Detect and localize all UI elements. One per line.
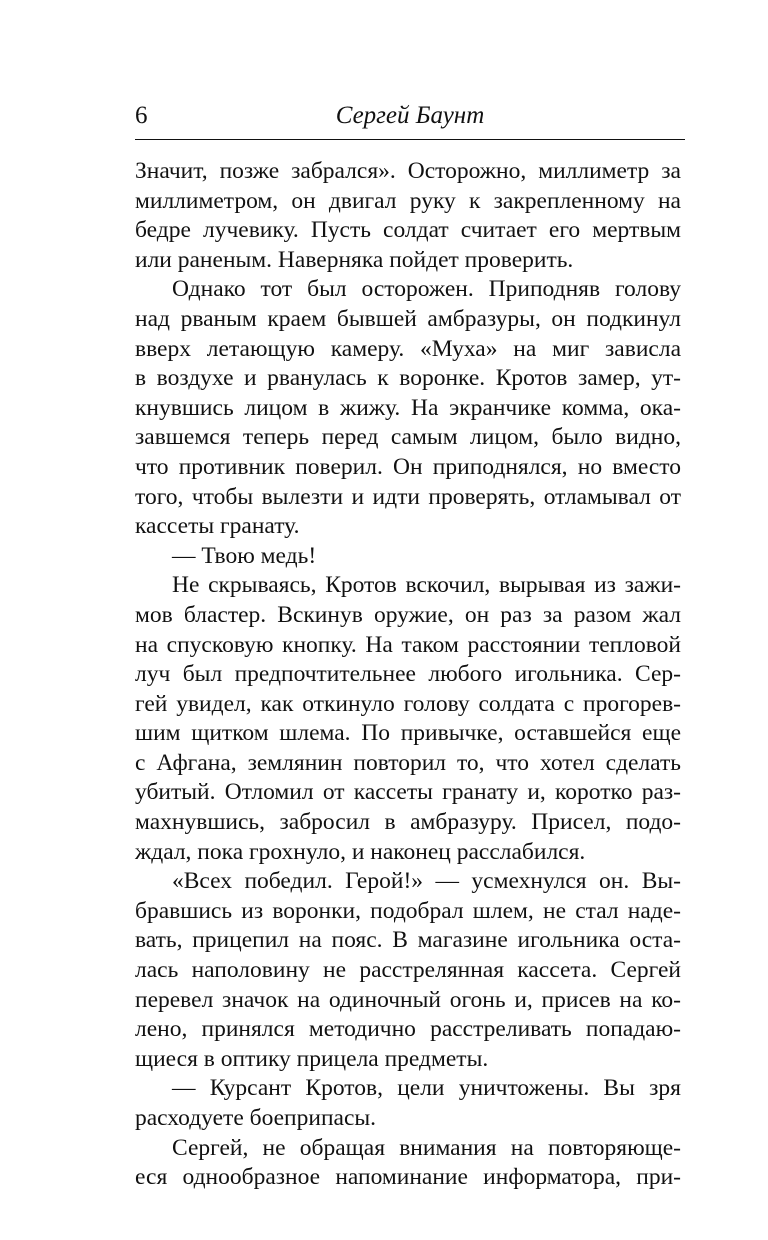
text-line: лено, принялся методично расстреливать попадаю- [135, 1016, 681, 1043]
running-title: Сергей Баунт [335, 102, 485, 129]
text-line: «Всех победил. Герой!» — усмехнулся он. Вы- [172, 868, 681, 895]
text-line: луч был предпочтительнее любого игольника. Сер- [135, 661, 681, 688]
text-line: того, чтобы вылезти и идти проверять, отламывал от [135, 483, 681, 510]
text-line: — Твою медь! [172, 542, 317, 569]
text-line: Однако тот был осторожен. Приподняв голову [172, 276, 681, 303]
text-line: шим щитком шлема. По привычке, оставшейся еще [135, 720, 681, 747]
text-line: Значит, позже забрался». Осторожно, миллиметр за [135, 158, 681, 184]
body-text [135, 157, 681, 1193]
text-line: махнувшись, забросил в амбразуру. Присел, подо- [135, 809, 681, 836]
text-line: что противник поверил. Он приподнялся, но вместо [135, 453, 681, 480]
text-line: бедре лучевику. Пусть солдат считает его мертвым [135, 217, 681, 244]
text-line: в воздухе и рванулась к воронке. Кротов замер, ут- [135, 365, 681, 392]
header-divider [135, 139, 685, 140]
text-line: гей увидел, как откинуло голову солдата с прогорев- [135, 690, 681, 717]
text-line: щиеся в оптику прицела предметы. [135, 1045, 489, 1072]
text-line: ждал, пока грохнуло, и наконец расслабился. [135, 838, 586, 865]
text-line: на спусковую кнопку. На таком расстоянии тепловой [135, 631, 681, 658]
text-line: вверх летающую камеру. «Муха» на миг зависла [135, 335, 681, 362]
text-line: еся однообразное напоминание информатора, при- [135, 1164, 681, 1191]
page-header [135, 96, 685, 136]
text-line: кассеты гранату. [135, 513, 300, 540]
text-line: Сергей, не обращая внимания на повторяюще- [172, 1134, 681, 1161]
text-line: — Курсант Кротов, цели уничтожены. Вы зря [172, 1075, 681, 1102]
text-line: расходуете боеприпасы. [135, 1105, 377, 1131]
text-line: миллиметром, он двигал руку к закрепленному на [135, 187, 681, 214]
text-line: или раненым. Наверняка пойдет проверить. [135, 246, 574, 273]
text-line: Не скрываясь, Кротов вскочил, вырывая из зажи- [172, 572, 681, 599]
text-line: бравшись из воронки, подобрал шлем, не стал наде- [135, 897, 681, 924]
text-line: убитый. Отломил от кассеты гранату и, коротко раз- [135, 779, 681, 806]
text-line: над рваным краем бывшей амбразуры, он подкинул [135, 305, 681, 332]
page-number: 6 [135, 102, 148, 129]
text-line: перевел значок на одиночный огонь и, присев на ко- [135, 986, 681, 1013]
text-line: лась наполовину не расстрелянная кассета. Сергей [135, 957, 681, 984]
text-line: вать, прицепил на пояс. В магазине игольника оста- [135, 927, 681, 954]
text-line: кнувшись лицом в жижу. На экранчике комма, ока- [135, 394, 681, 421]
text-line: мов бластер. Вскинув оружие, он раз за разом жал [135, 601, 681, 628]
text-line: завшемся теперь перед самым лицом, было видно, [135, 424, 681, 451]
text-line: с Афгана, землянин повторил то, что хотел сделать [135, 749, 681, 776]
